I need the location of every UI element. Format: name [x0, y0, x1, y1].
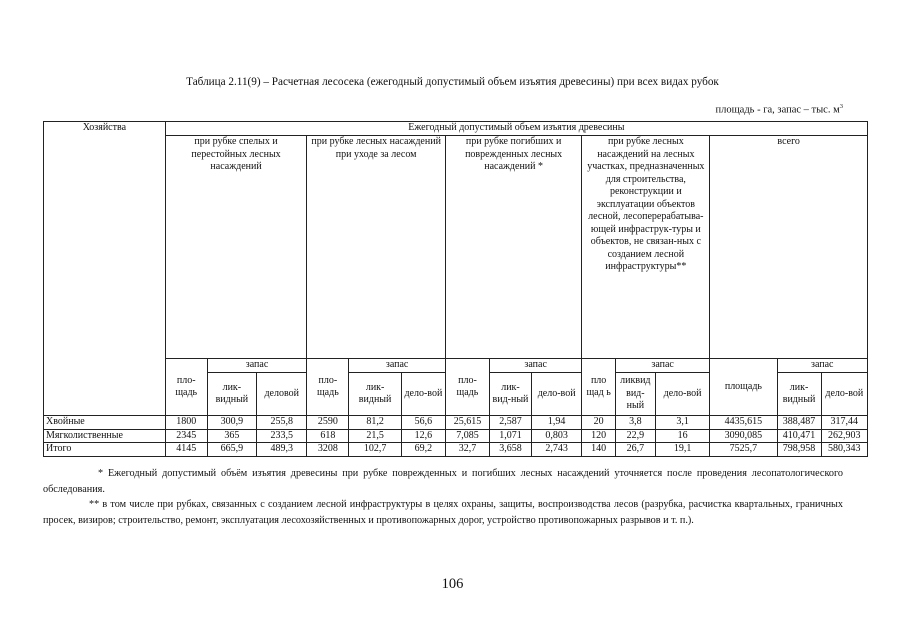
header-c4-liquid: ликвид вид-ный [615, 373, 655, 416]
table-cell: 20 [582, 416, 616, 430]
table-cell: 0,803 [531, 429, 581, 443]
header-c1-liquid: лик-видный [207, 373, 256, 416]
table-cell: 21,5 [349, 429, 401, 443]
table-cell: 140 [582, 443, 616, 457]
header-c1-stock: запас [207, 359, 307, 373]
header-cat-infrastructure: при рубке лесных насаждений на лесных участках, предназначенных для строительства, реконструкции и эксплуатации объектов лесной, лесоперерабатыва-ющей инфраструк-туры и объектов, не связан-ных с созданием лесной инфраструктуры** [582, 136, 710, 359]
table-row [44, 429, 868, 443]
header-c5-area: площадь [710, 359, 777, 416]
header-c2-business: дело-вой [401, 373, 445, 416]
header-c5-business: дело-вой [821, 373, 867, 416]
table-cell: 2,743 [531, 443, 581, 457]
table-cell: 365 [207, 429, 256, 443]
table-cell: 317,44 [821, 416, 867, 430]
table-cell: 255,8 [257, 416, 307, 430]
header-cat-total: всего [710, 136, 868, 359]
header-c1-business: деловой [257, 373, 307, 416]
table-cell: 102,7 [349, 443, 401, 457]
header-c3-liquid: лик-вид-ный [489, 373, 531, 416]
header-c5-liquid: лик-видный [777, 373, 821, 416]
table-cell: 233,5 [257, 429, 307, 443]
table-cell: 798,958 [777, 443, 821, 457]
table-cell: 489,3 [257, 443, 307, 457]
row-label: Итого [44, 443, 166, 457]
table-cell: 56,6 [401, 416, 445, 430]
units-text: площадь - га, запас – тыс. м [715, 104, 840, 116]
header-c3-stock: запас [489, 359, 581, 373]
table-cell: 2,587 [489, 416, 531, 430]
table-cell: 7,085 [445, 429, 489, 443]
header-c2-liquid: лик-видный [349, 373, 401, 416]
table-cell: 618 [307, 429, 349, 443]
table-cell: 3,658 [489, 443, 531, 457]
table-cell: 81,2 [349, 416, 401, 430]
table-cell: 4145 [165, 443, 207, 457]
table-cell: 7525,7 [710, 443, 777, 457]
header-c4-business: дело-вой [655, 373, 710, 416]
table-cell: 1,94 [531, 416, 581, 430]
units-note [715, 103, 843, 116]
allowable-cut-table [43, 121, 868, 457]
header-farms: Хозяйства [44, 122, 166, 416]
table-cell: 19,1 [655, 443, 710, 457]
table-row [44, 416, 868, 430]
table-cell: 580,343 [821, 443, 867, 457]
header-cat-damaged: при рубке погибших и поврежденных лесных насаждений * [445, 136, 581, 359]
table-caption: Таблица 2.11(9) – Расчетная лесосека (ежегодный допустимый объем изъятия древесины) при всех видах рубок [186, 76, 719, 88]
table-cell: 12,6 [401, 429, 445, 443]
page-number: 106 [441, 576, 464, 592]
table-cell: 26,7 [615, 443, 655, 457]
table-cell: 1,071 [489, 429, 531, 443]
table-cell: 2345 [165, 429, 207, 443]
table-cell: 69,2 [401, 443, 445, 457]
header-c2-area: пло-щадь [307, 359, 349, 416]
table-cell: 25,615 [445, 416, 489, 430]
table-cell: 3,8 [615, 416, 655, 430]
table-cell: 300,9 [207, 416, 256, 430]
header-cat-mature: при рубке спелых и перестойных лесных насаждений [165, 136, 307, 359]
table-cell: 16 [655, 429, 710, 443]
header-c1-area: пло-щадь [165, 359, 207, 416]
table-cell: 22,9 [615, 429, 655, 443]
table-cell: 3208 [307, 443, 349, 457]
table-cell: 3,1 [655, 416, 710, 430]
table-cell: 388,487 [777, 416, 821, 430]
header-c5-stock: запас [777, 359, 868, 373]
table-cell: 32,7 [445, 443, 489, 457]
header-c3-area: пло-щадь [445, 359, 489, 416]
header-c4-stock: запас [615, 359, 709, 373]
table-cell: 665,9 [207, 443, 256, 457]
table-cell: 1800 [165, 416, 207, 430]
header-annual-volume: Ежегодный допустимый объем изъятия древесины [165, 122, 867, 136]
header-c2-stock: запас [349, 359, 446, 373]
table-cell: 120 [582, 429, 616, 443]
table-cell: 262,903 [821, 429, 867, 443]
header-cat-care: при рубке лесных насаждений при уходе за лесом [307, 136, 446, 359]
footnote-damaged: * Ежегодный допустимый объём изъятия древесины при рубке поврежденных и погибших лесных насаждений уточняется после проведения лесопатологического обследования. [43, 468, 843, 495]
table-row-total [44, 443, 868, 457]
row-label: Мягколиственные [44, 429, 166, 443]
table-cell: 3090,085 [710, 429, 777, 443]
table-cell: 410,471 [777, 429, 821, 443]
table-cell: 4435,615 [710, 416, 777, 430]
row-label: Хвойные [44, 416, 166, 430]
table-cell: 2590 [307, 416, 349, 430]
header-c4-area: пло щад ь [582, 359, 616, 416]
footnote-infrastructure: ** в том числе при рубках, связанных с созданием лесной инфраструктуры в целях охраны, защиты, воспроизводства лесов (разрубка, расчистка квартальных, граничных просек, визиров; строительство, ремонт, эксплуатация лесохозяйственных и противопожарных дорог, устройство противопожарных разрывов и т. п.). [43, 499, 843, 526]
units-superscript: 3 [839, 103, 843, 110]
header-c3-business: дело-вой [531, 373, 581, 416]
